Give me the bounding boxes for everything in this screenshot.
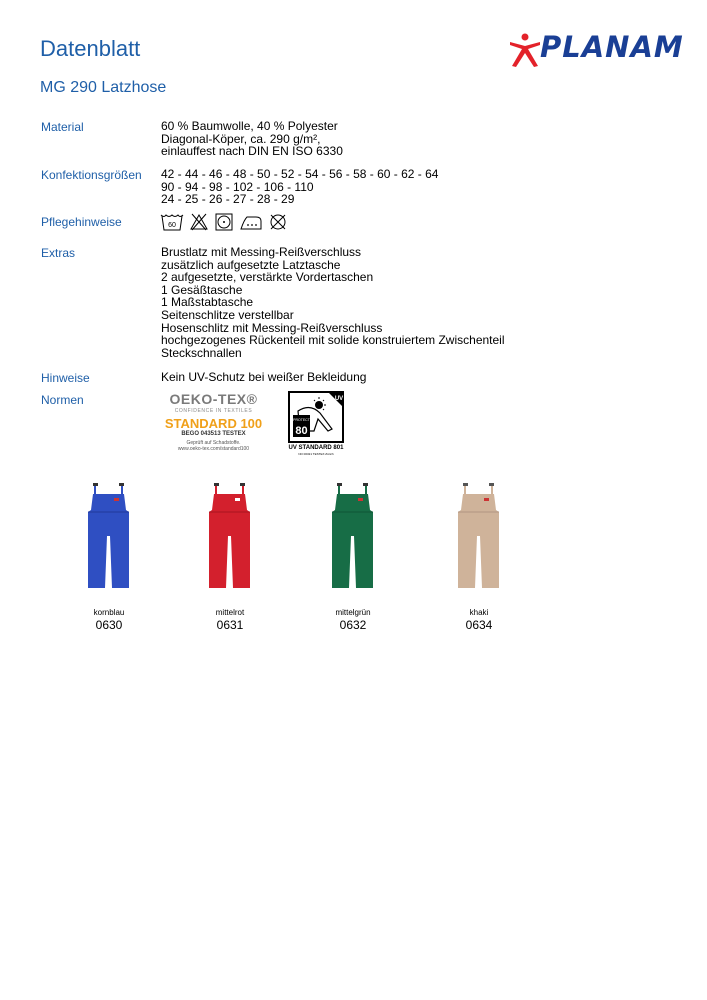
- color-code: 0630: [95, 618, 123, 632]
- care-label: Pflegehinweise: [41, 215, 122, 229]
- overall-mittelrot-image: [195, 480, 265, 592]
- extras-line: zusätzlich aufgesetzte Latztasche: [161, 257, 341, 272]
- color-caption-mittelgruen: [308, 608, 398, 632]
- material-line: einlauffest nach DIN EN ISO 6330: [161, 144, 343, 159]
- uv-code: NO 00321 TESTEX Zürich: [298, 452, 334, 456]
- overall-mittelgruen-image: [318, 480, 388, 592]
- planam-logo: [508, 30, 684, 68]
- material-value: [161, 120, 343, 158]
- extras-line: Brustlatz mit Messing-Reißverschluss: [161, 245, 362, 259]
- no-dry-clean-icon: [268, 212, 288, 232]
- color-caption-khaki: [434, 608, 524, 632]
- uv-standard-badge: [288, 391, 344, 457]
- extras-line: 1 Maßstabtasche: [161, 295, 254, 310]
- care-symbols: [160, 212, 288, 232]
- overall-khaki-image: [444, 480, 514, 592]
- notes-label: Hinweise: [41, 371, 90, 385]
- oeko-code: BEGO 043513 TESTEX: [181, 431, 246, 437]
- color-name: khaki: [469, 608, 489, 617]
- oeko-tex-badge: [161, 391, 266, 457]
- uv-protect-label: PROTECT: [293, 418, 310, 422]
- extras-label: Extras: [41, 246, 76, 260]
- uv-protect-value: 80: [295, 425, 308, 437]
- iron-icon: [239, 212, 263, 232]
- extras-line: 2 aufgesetzte, verstärkte Vordertaschen: [161, 270, 374, 285]
- oeko-tagline: CONFIDENCE IN TEXTILES: [174, 408, 253, 414]
- oeko-url: www.oeko-tex.com/standard100: [177, 446, 250, 452]
- material-line: Diagonal-Köper, ca. 290 g/m²,: [161, 131, 321, 146]
- extras-line: Seitenschlitze verstellbar: [161, 307, 294, 322]
- planam-figure-icon: [508, 32, 542, 68]
- tumble-dry-icon: [214, 212, 234, 232]
- oeko-name: OEKO-TEX®: [169, 391, 258, 407]
- norms-label: Normen: [41, 393, 84, 407]
- material-label: Material: [41, 120, 84, 134]
- color-caption-kornblau: [64, 608, 154, 632]
- color-code: 0631: [216, 618, 244, 632]
- notes-value: Kein UV-Schutz bei weißer Bekleidung: [161, 370, 367, 384]
- wash-temp: 60: [168, 222, 176, 229]
- sizes-line: 42 - 44 - 46 - 48 - 50 - 52 - 54 - 56 - 58 - 60 - 62 - 64: [161, 167, 439, 181]
- color-name: mittelrot: [215, 608, 245, 617]
- sizes-value: [161, 168, 438, 206]
- oeko-standard: STANDARD 100: [164, 416, 263, 431]
- uv-corner: UV: [334, 396, 344, 402]
- color-name: kornblau: [93, 608, 125, 617]
- color-code: 0634: [465, 618, 493, 632]
- material-line: 60 % Baumwolle, 40 % Polyester: [161, 119, 338, 133]
- extras-line: Steckschnallen: [161, 345, 242, 360]
- overall-kornblau-image: [74, 480, 144, 592]
- color-name: mittelgrün: [335, 608, 371, 617]
- sizes-label: Konfektionsgrößen: [41, 168, 142, 182]
- color-code: 0632: [339, 618, 367, 632]
- page-title: Datenblatt: [40, 36, 141, 61]
- sizes-line: 90 - 94 - 98 - 102 - 106 - 110: [161, 179, 314, 194]
- uv-standard: UV STANDARD 801: [288, 445, 344, 451]
- extras-line: Hosenschlitz mit Messing-Reißverschluss: [161, 320, 383, 335]
- wash-60-icon: [160, 212, 184, 232]
- no-bleach-icon: [189, 212, 209, 232]
- extras-value: [161, 246, 505, 359]
- logo-text: PLANAM: [540, 30, 684, 64]
- sizes-line: 24 - 25 - 26 - 27 - 28 - 29: [161, 192, 295, 207]
- oeko-checked: Geprüft auf Schadstoffe.: [186, 440, 241, 446]
- extras-line: 1 Gesäßtasche: [161, 282, 243, 297]
- product-title: MG 290 Latzhose: [40, 79, 167, 96]
- color-caption-mittelrot: [185, 608, 275, 632]
- extras-line: hochgezogenes Rückenteil mit solide konstruiertem Zwischenteil: [161, 333, 505, 348]
